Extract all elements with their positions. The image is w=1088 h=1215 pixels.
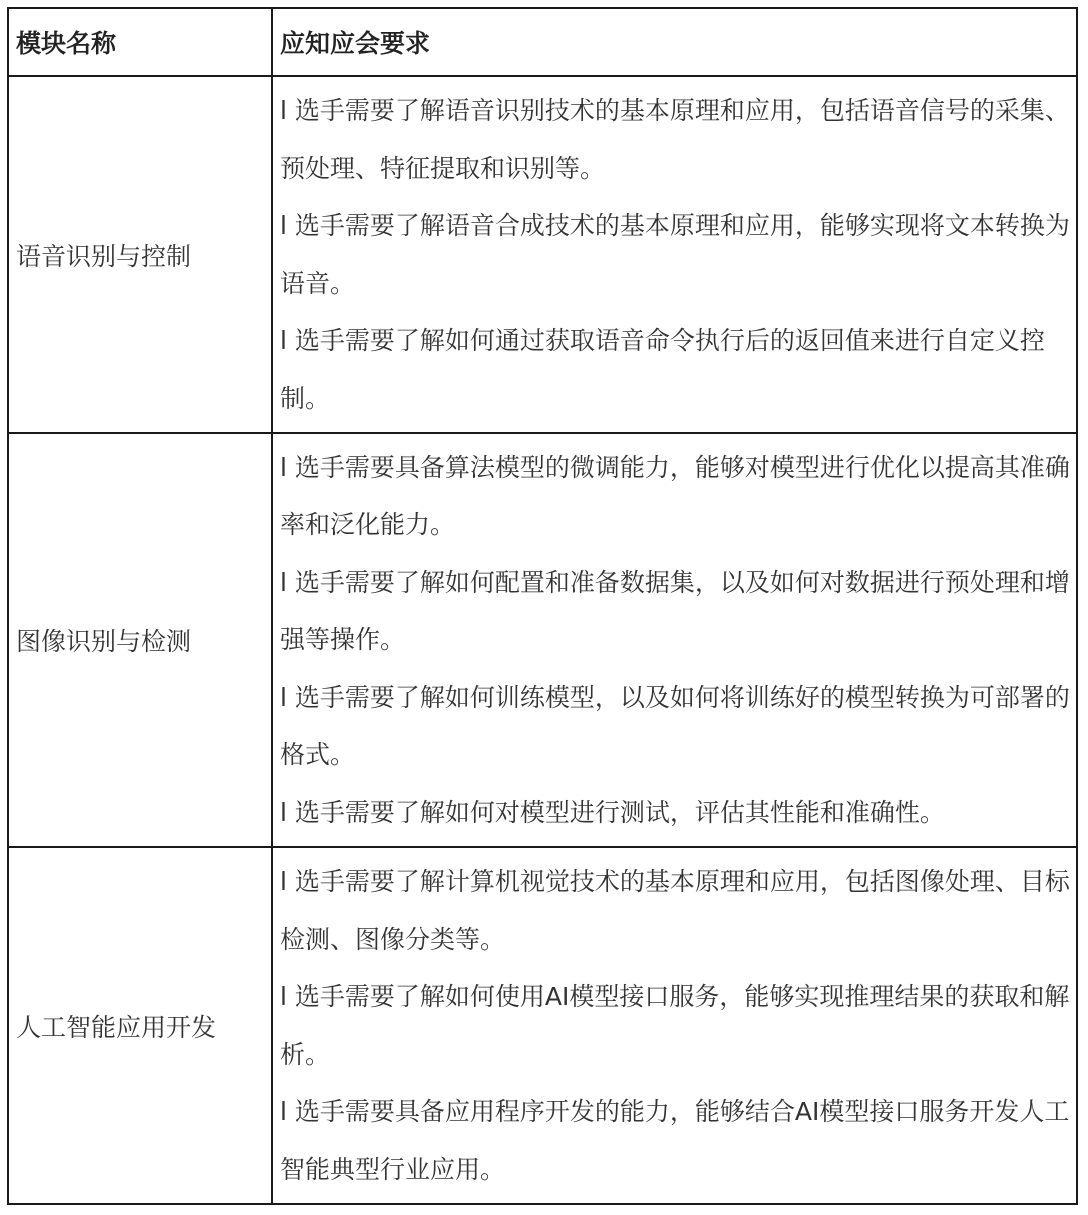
requirement-item: l 选手需要了解如何配置和准备数据集，以及如何对数据进行预处理和增强等操作。 <box>280 567 1070 655</box>
requirements-cell <box>272 76 1077 433</box>
module-name-cell: 语音识别与控制 <box>8 76 272 433</box>
requirement-item: l 选手需要了解如何对模型进行测试，评估其性能和准确性。 <box>280 797 945 827</box>
header-module-name: 模块名称 <box>8 8 272 76</box>
requirement-item: l 选手需要具备应用程序开发的能力，能够结合AI模型接口服务开发人工智能典型行业应用。 <box>280 1097 1070 1184</box>
requirement-item: l 选手需要了解如何训练模型，以及如何将训练好的模型转换为可部署的格式。 <box>280 682 1070 770</box>
requirement-item: l 选手需要了解如何使用AI模型接口服务，能够实现推理结果的获取和解析。 <box>280 982 1070 1069</box>
header-requirements: 应知应会要求 <box>272 8 1077 76</box>
requirement-item: l 选手需要了解如何通过获取语音命令执行后的返回值来进行自定义控制。 <box>280 326 1045 413</box>
requirements-cell <box>272 847 1077 1204</box>
requirement-item: l 选手需要了解计算机视觉技术的基本原理和应用，包括图像处理、目标检测、图像分类等。 <box>280 867 1070 954</box>
requirement-item: l 选手需要了解语音合成技术的基本原理和应用，能够实现将文本转换为语音。 <box>280 211 1070 298</box>
table-row-image-recognition <box>8 433 1077 847</box>
requirement-item: l 选手需要具备算法模型的微调能力，能够对模型进行优化以提高其准确率和泛化能力。 <box>280 452 1070 540</box>
requirements-cell <box>272 433 1077 847</box>
module-name-cell: 人工智能应用开发 <box>8 847 272 1204</box>
requirements-table-container <box>7 7 1078 1205</box>
table-row-voice-recognition <box>8 76 1077 433</box>
requirement-item: l 选手需要了解语音识别技术的基本原理和应用，包括语音信号的采集、预处理、特征提取和识别等。 <box>280 96 1070 183</box>
table-row-ai-application <box>8 847 1077 1204</box>
requirements-table <box>7 7 1078 1205</box>
table-header-row <box>8 8 1077 76</box>
module-name-cell: 图像识别与检测 <box>8 433 272 847</box>
